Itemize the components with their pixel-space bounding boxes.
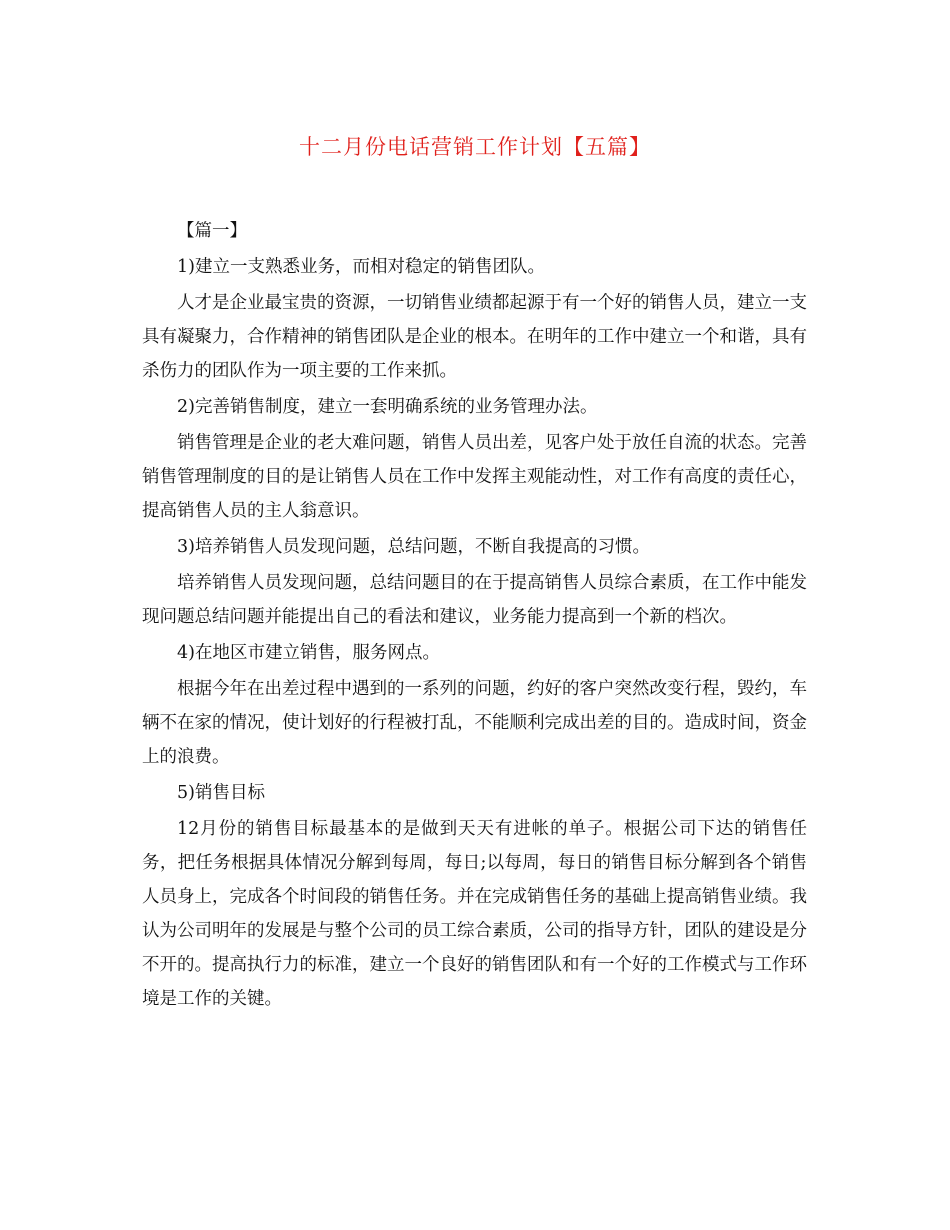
body-paragraph-3: 培养销售人员发现问题，总结问题目的在于提高销售人员综合素质，在工作中能发现问题总结问题并能提出自己的看法和建议，业务能力提高到一个新的档次。 bbox=[142, 573, 807, 627]
body-paragraph-5: 12月份的销售目标最基本的是做到天天有进帐的单子。根据公司下达的销售任务，把任务根据具体情况分解到每周，每日;以每周，每日的销售目标分解到各个销售人员身上，完成各个时间段的销售任务。并在完成销售任务的基础上提高销售业绩。我认为公司明年的发展是与整个公司的员工综合素质，公司的指导方针，团队的建设是分不开的。提高执行力的标准，建立一个良好的销售团队和有一个好的工作模式与工作环境是工作的关键。 bbox=[142, 819, 807, 1009]
item-heading-4: 4)在地区市建立销售，服务网点。 bbox=[177, 643, 440, 663]
item-heading-5: 5)销售目标 bbox=[177, 783, 265, 803]
body-paragraph-2: 销售管理是企业的老大难问题，销售人员出差，见客户处于放任自流的状态。完善销售管理制度的目的是让销售人员在工作中发挥主观能动性，对工作有高度的责任心，提高销售人员的主人翁意识。 bbox=[142, 433, 807, 521]
document-body bbox=[142, 214, 807, 1018]
item-heading-1: 1)建立一支熟悉业务，而相对稳定的销售团队。 bbox=[177, 257, 545, 277]
section-heading: 【篇一】 bbox=[177, 221, 247, 241]
item-heading-3: 3)培养销售人员发现问题，总结问题，不断自我提高的习惯。 bbox=[177, 537, 650, 557]
body-paragraph-1: 人才是企业最宝贵的资源，一切销售业绩都起源于有一个好的销售人员，建立一支具有凝聚力，合作精神的销售团队是企业的根本。在明年的工作中建立一个和谐，具有杀伤力的团队作为一项主要的工作来抓。 bbox=[142, 293, 807, 381]
document-title: 十二月份电话营销工作计划【五篇】 bbox=[299, 135, 651, 159]
item-heading-2: 2)完善销售制度，建立一套明确系统的业务管理办法。 bbox=[177, 397, 598, 417]
body-paragraph-4: 根据今年在出差过程中遇到的一系列的问题，约好的客户突然改变行程，毁约，车辆不在家的情况，使计划好的行程被打乱，不能顺利完成出差的目的。造成时间，资金上的浪费。 bbox=[142, 679, 807, 767]
